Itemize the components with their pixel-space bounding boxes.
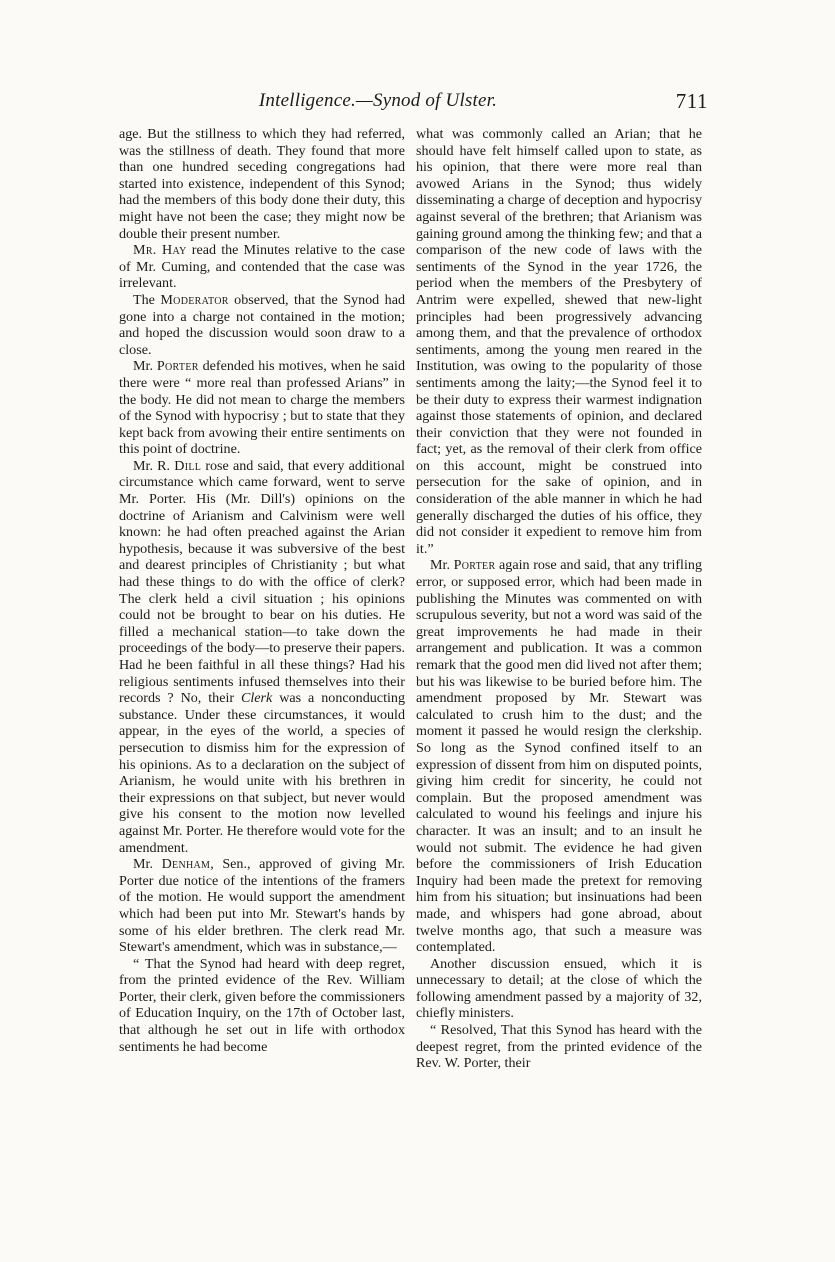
paragraph: The Moderator observed, that the Synod had gone into a charge not contained in the motion; and hoped the discussion would soon draw to a close. <box>119 291 405 358</box>
left-column <box>119 126 405 1055</box>
paragraph: Mr. R. Dill rose and said, that every additional circumstance which came forward, went to serve Mr. Porter. His (Mr. Dill's) opinions on the doctrine of Arianism and Calvinism were well known: he had often preached against the Arian hypothesis, because it was subversive of the best and dearest principles of Christianity ; but what had these things to do with the office of clerk? The clerk held a civil situation ; his opinions could not be brought to bear on his duties. He filled a mechanical station—to take down the proceedings of the body—to preserve their papers. Had he been faithful in all these things? Had his religious sentiments infused themselves into their records ? No, their Clerk was a nonconducting substance. Under these circumstances, it would appear, in the eyes of the world, a species of persecution to dismiss him for the expression of his opinions. As to a declaration on the subject of Arianism, he would unite with his brethren in their expressions on that subject, but never would give his consent to the motion now levelled against Mr. Porter. He therefore would vote for the amendment. <box>119 457 405 856</box>
speaker-name: Mr. Hay <box>133 242 187 259</box>
speaker-name: Porter <box>453 557 496 574</box>
paragraph: Mr. Denham, Sen., approved of giving Mr. Porter due notice of the intentions of the framers of the motion. He would support the amendment which had been put into Mr. Stewart's hands by some of his elder brethren. The clerk read Mr. Stewart's amendment, which was in substance,— <box>119 856 406 956</box>
paragraph: Another discussion ensued, which it is unnecessary to detail; at the close of which the following amendment passed by a majority of 32, chiefly ministers. <box>416 955 702 1022</box>
paragraph: “ Resolved, That this Synod has heard with the deepest regret, from the printed evidence of the Rev. W. Porter, their <box>416 1022 702 1072</box>
paragraph: “ That the Synod had heard with deep regret, from the printed evidence of the Rev. William Porter, their clerk, given before the commissioners of Education Inquiry, on the 17th of October last, that although he set out in life with orthodox sentiments he had become <box>119 955 405 1055</box>
speaker-name: Dill <box>174 457 202 474</box>
speaker-name: Porter <box>156 358 199 375</box>
paragraph: Mr. Porter defended his motives, when he said there were “ more real than professed Arians” in the body. He did not mean to charge the members of the Synod with hypocrisy ; but to state that they kept back from avowing their entire sentiments on this point of doctrine. <box>119 358 405 458</box>
page-number: 711 <box>675 89 708 113</box>
paragraph: what was commonly called an Arian; that he should have felt himself called upon to state, as his opinion, that there were more real than avowed Arians in the Synod; thus widely disseminating a charge of deception and hypocrisy against several of the brethren; that Arianism was gaining ground among the thinking few; and that a comparison of the new code of laws with the sentiments of the Synod in the year 1726, the period when the members of the Presbytery of Antrim were expelled, shewed that new-light principles had been progressively advancing among them, and that the prevalence of orthodox sentiments, among the young men reared in the Institution, was owing to the popularity of those sentiments among the laity;—the Synod feel it to be their duty to express their warmest indignation against those statements of opinion, and declared their conviction that they were not founded in fact; yet, as the removal of their clerk from office on this account, might be construed into persecution for the sake of opinion, and in consideration of the able manner in which he had generally discharged the duties of his office, they did not consider it expedient to remove him from it.” <box>416 126 702 557</box>
running-title: Intelligence.—Synod of Ulster. <box>258 90 498 111</box>
running-head <box>108 90 708 116</box>
paragraph: Mr. Porter again rose and said, that any trifling error, or supposed error, which had been made in publishing the Minutes was commented on with scrupulous severity, but not a word was said of the great improvements he had made in their arrangement and publication. It was a common remark that the good men did lived not after them; but his was likewise to be buried before him. The amendment proposed by Mr. Stewart was calculated to crush him to the dust; and the moment it passed he would resign the clerkship. So long as the Synod confined itself to an expression of dissent from him on disputed points, giving him credit for sincerity, he could not complain. But the proposed amendment was calculated to wound his feelings and injure his character. It was an insult; and to an insult he would not submit. The evidence he had given before the commissioners of Irish Education Inquiry had been made the pretext for removing him from his situation; but insinuations had been made, and whispers had gone abroad, about twelve months ago, that such a measure was contemplated. <box>416 557 702 956</box>
speaker-name: Denham <box>161 856 211 873</box>
paragraph: Mr. Hay read the Minutes relative to the case of Mr. Cuming, and contended that the case was irrelevant. <box>119 242 405 292</box>
speaker-name: Moderator <box>160 291 229 308</box>
italic-word: Clerk <box>240 690 273 707</box>
paragraph: age. But the stillness to which they had referred, was the stillness of death. They found that more than one hundred seceding congregations had started into existence, independent of this Synod; had the members of this body done their duty, this might have not been the case; they might now be double their present number. <box>119 126 405 242</box>
right-column <box>416 126 702 1072</box>
